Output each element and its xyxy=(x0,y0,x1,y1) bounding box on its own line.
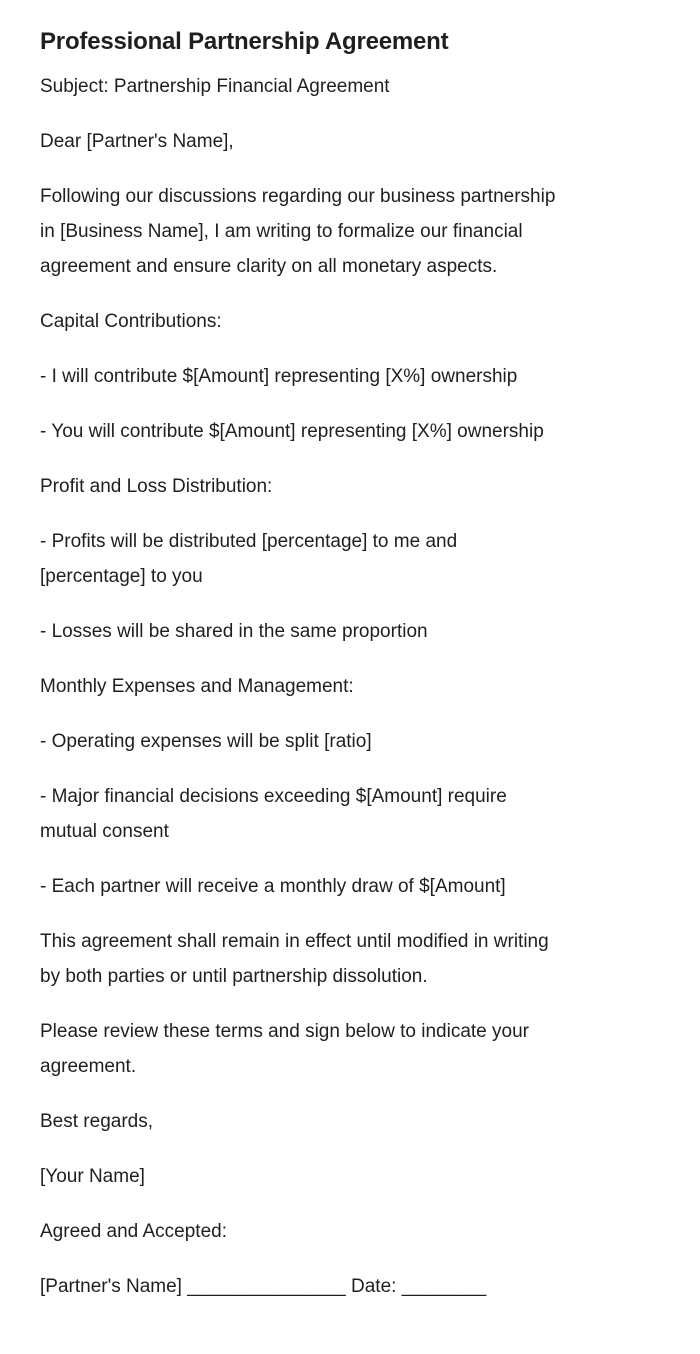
document-title: Professional Partnership Agreement xyxy=(40,28,449,55)
paragraph-capital-item-2 xyxy=(40,414,660,449)
paragraph-closing xyxy=(40,1104,660,1139)
paragraph-line: Dear [Partner's Name], xyxy=(40,131,234,152)
paragraph-line: Monthly Expenses and Management: xyxy=(40,676,354,697)
paragraph-line: in [Business Name], I am writing to formalize our financial xyxy=(40,221,523,242)
paragraph-line: Please review these terms and sign below to indicate your xyxy=(40,1021,529,1042)
paragraph-line: Capital Contributions: xyxy=(40,311,222,332)
paragraph-profit-item-2 xyxy=(40,614,660,649)
paragraph-intro xyxy=(40,179,660,284)
paragraph-expenses-item-1 xyxy=(40,724,660,759)
paragraph-line: - I will contribute $[Amount] representing [X%] ownership xyxy=(40,366,518,387)
paragraph-line: This agreement shall remain in effect until modified in writing xyxy=(40,931,549,952)
paragraph-accepted-heading xyxy=(40,1214,660,1249)
paragraph-effect-clause xyxy=(40,924,660,994)
paragraph-line: mutual consent xyxy=(40,821,169,842)
paragraph-sender-name xyxy=(40,1159,660,1194)
paragraph-profit-item-1 xyxy=(40,524,660,594)
paragraph-line: Following our discussions regarding our business partnership xyxy=(40,186,556,207)
paragraph-capital-item-1 xyxy=(40,359,660,394)
paragraph-line: - Major financial decisions exceeding $[Amount] require xyxy=(40,786,507,807)
paragraph-line: Agreed and Accepted: xyxy=(40,1221,227,1242)
paragraph-line: Subject: Partnership Financial Agreement xyxy=(40,76,390,97)
paragraph-line: agreement. xyxy=(40,1056,137,1077)
paragraph-line: - Profits will be distributed [percentage] to me and xyxy=(40,531,458,552)
paragraph-line: by both parties or until partnership dissolution. xyxy=(40,966,428,987)
paragraph-line: - Each partner will receive a monthly draw of $[Amount] xyxy=(40,876,506,897)
paragraph-line: Profit and Loss Distribution: xyxy=(40,476,273,497)
signature-line xyxy=(40,1269,660,1304)
paragraph-review-request xyxy=(40,1014,660,1084)
paragraph-subject xyxy=(40,69,660,104)
paragraph-line: agreement and ensure clarity on all monetary aspects. xyxy=(40,256,498,277)
paragraph-line: [Partner's Name] _______________ Date: ________ xyxy=(40,1276,487,1297)
paragraph-line: [Your Name] xyxy=(40,1166,145,1187)
paragraph-line: Best regards, xyxy=(40,1111,153,1132)
paragraph-salutation xyxy=(40,124,660,159)
paragraph-line: - You will contribute $[Amount] representing [X%] ownership xyxy=(40,421,544,442)
paragraph-profit-heading xyxy=(40,469,660,504)
paragraph-line: - Operating expenses will be split [ratio] xyxy=(40,731,372,752)
paragraph-expenses-heading xyxy=(40,669,660,704)
paragraph-expenses-item-3 xyxy=(40,869,660,904)
paragraph-expenses-item-2 xyxy=(40,779,660,849)
paragraph-capital-heading xyxy=(40,304,660,339)
paragraph-line: - Losses will be shared in the same proportion xyxy=(40,621,428,642)
paragraph-line: [percentage] to you xyxy=(40,566,203,587)
